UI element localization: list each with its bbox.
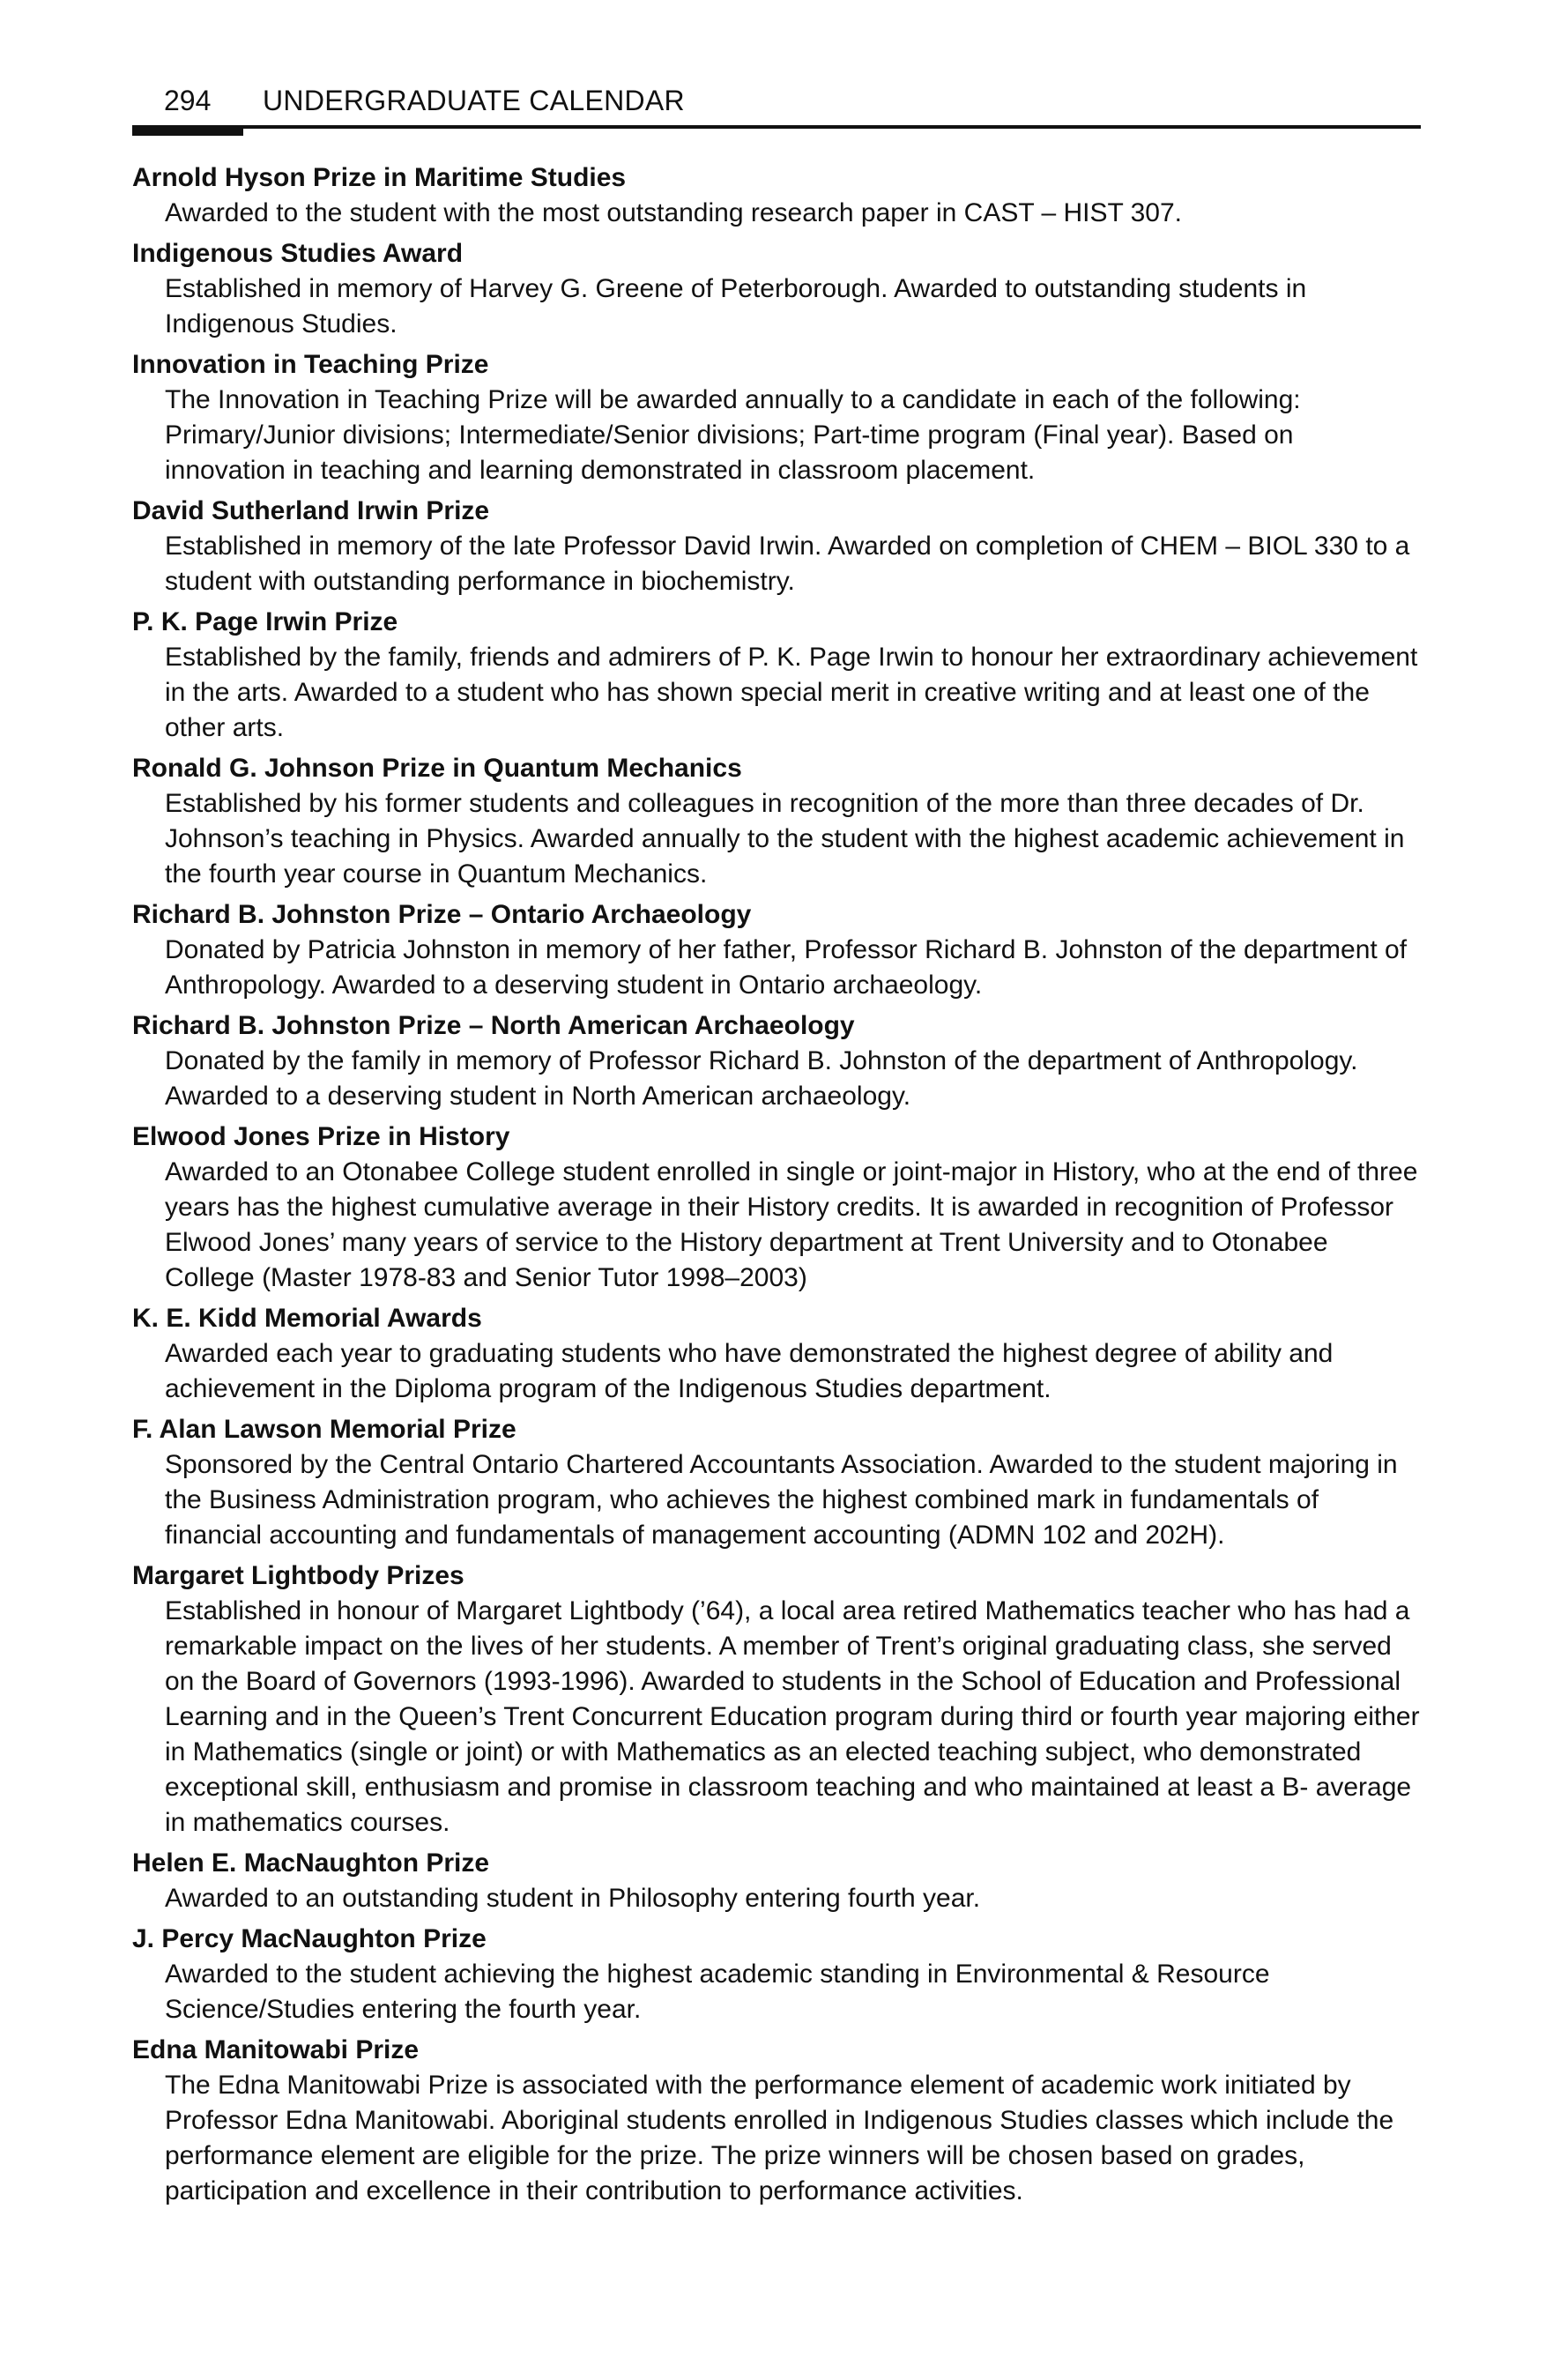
prize-entry [132, 751, 1421, 892]
prize-entry [132, 605, 1421, 746]
prize-title: Innovation in Teaching Prize [132, 350, 489, 379]
prize-entry [132, 1412, 1421, 1553]
prize-entry [132, 236, 1421, 342]
prize-description: Established by his former students and colleagues in recognition of the more than three decades of Dr. Johnson’s teaching in Physics. Awarded annually to the student with the highest academic achievement in the fourth year course in Quantum Mechanics. [165, 789, 1405, 889]
page-number: 294 [164, 85, 212, 116]
prize-description: The Edna Manitowabi Prize is associated with the performance element of academic work initiated by Professor Edna Manitowabi. Aboriginal students enrolled in Indigenous Studies classes which include the performance element are eligible for the prize. The prize winners will be chosen based on grades, participation and excellence in their contribution to performance activities. [165, 2071, 1394, 2205]
prize-entry [132, 1008, 1421, 1114]
prize-title: Helen E. MacNaughton Prize [132, 1848, 490, 1878]
prize-entry [132, 160, 1421, 231]
prize-title: Ronald G. Johnson Prize in Quantum Mechanics [132, 754, 742, 783]
prize-description: Sponsored by the Central Ontario Chartered Accountants Association. Awarded to the student majoring in the Business Administration program, who achieves the highest combined mark in fundamentals of financial accounting and fundamentals of management accounting (ADMN 102 and 202H). [165, 1450, 1398, 1550]
prize-entry [132, 1922, 1421, 2027]
prize-title: Margaret Lightbody Prizes [132, 1561, 464, 1590]
prize-title: Arnold Hyson Prize in Maritime Studies [132, 163, 627, 192]
prize-title: Elwood Jones Prize in History [132, 1122, 510, 1151]
prize-description: Established in memory of Harvey G. Greene of Peterborough. Awarded to outstanding students in Indigenous Studies. [165, 274, 1307, 338]
prize-entry [132, 1119, 1421, 1296]
prize-entry [132, 2033, 1421, 2209]
header-rule-bar [132, 125, 243, 136]
prize-list [132, 160, 1421, 2209]
prize-description: Established in honour of Margaret Lightbody (’64), a local area retired Mathematics teacher who has had a remarkable impact on the lives of her students. A member of Trent’s original graduating class, she served on the Board of Governors (1993-1996). Awarded to students in the School of Education and Professional Learning and in the Queen’s Trent Concurrent Education program during third or fourth year majoring either in Mathematics (single or joint) or with Mathematics as an elected teaching subject, who demonstrated exceptional skill, enthusiasm and promise in classroom teaching and who maintained at least a B- average in mathematics courses. [165, 1596, 1420, 1837]
prize-title: J. Percy MacNaughton Prize [132, 1924, 487, 1953]
running-title: UNDERGRADUATE CALENDAR [263, 85, 685, 116]
prize-description: Awarded each year to graduating students who have demonstrated the highest degree of ability and achievement in the Diploma program of the Indigenous Studies department. [165, 1339, 1334, 1403]
prize-description: Established in memory of the late Professor David Irwin. Awarded on completion of CHEM – BIOL 330 to a student with outstanding performance in biochemistry. [165, 532, 1410, 596]
prize-title: Richard B. Johnston Prize – North American Archaeology [132, 1011, 855, 1040]
prize-description: Donated by Patricia Johnston in memory of her father, Professor Richard B. Johnston of the department of Anthropology. Awarded to a deserving student in Ontario archaeology. [165, 935, 1408, 1000]
prize-entry [132, 897, 1421, 1003]
prize-description: Awarded to an Otonabee College student enrolled in single or joint-major in History, who at the end of three years has the highest cumulative average in their History credits. It is awarded in recognition of Professor Elwood Jones’ many years of service to the History department at Trent University and to Otonabee College (Master 1978-83 and Senior Tutor 1998–2003) [165, 1157, 1418, 1292]
prize-title: P. K. Page Irwin Prize [132, 607, 398, 636]
prize-entry [132, 494, 1421, 599]
prize-description: Established by the family, friends and admirers of P. K. Page Irwin to honour her extraordinary achievement in the arts. Awarded to a student who has shown special merit in creative writing and at least one of the other arts. [165, 643, 1418, 742]
prize-title: K. E. Kidd Memorial Awards [132, 1304, 482, 1333]
prize-entry [132, 1301, 1421, 1407]
prize-entry [132, 347, 1421, 488]
prize-description: Awarded to the student with the most outstanding research paper in CAST – HIST 307. [165, 198, 1183, 227]
prize-description: Donated by the family in memory of Professor Richard B. Johnston of the department of Anthropology. Awarded to a deserving student in North American archaeology. [165, 1046, 1358, 1111]
prize-entry [132, 1846, 1421, 1916]
prize-description: Awarded to an outstanding student in Philosophy entering fourth year. [165, 1884, 981, 1913]
prize-description: Awarded to the student achieving the highest academic standing in Environmental & Resource Science/Studies entering the fourth year. [165, 1960, 1270, 2024]
prize-title: F. Alan Lawson Memorial Prize [132, 1415, 516, 1444]
prize-title: David Sutherland Irwin Prize [132, 496, 490, 525]
running-header [132, 81, 1421, 129]
prize-entry [132, 1558, 1421, 1841]
prize-title: Edna Manitowabi Prize [132, 2035, 420, 2064]
prize-description: The Innovation in Teaching Prize will be awarded annually to a candidate in each of the following: Primary/Junior divisions; Intermediate/Senior divisions; Part-time program (Final year). Based on innovation in teaching and learning demonstrated in classroom placement. [165, 385, 1301, 485]
prize-title: Indigenous Studies Award [132, 239, 464, 268]
calendar-page [132, 81, 1421, 2214]
prize-title: Richard B. Johnston Prize – Ontario Archaeology [132, 900, 752, 929]
